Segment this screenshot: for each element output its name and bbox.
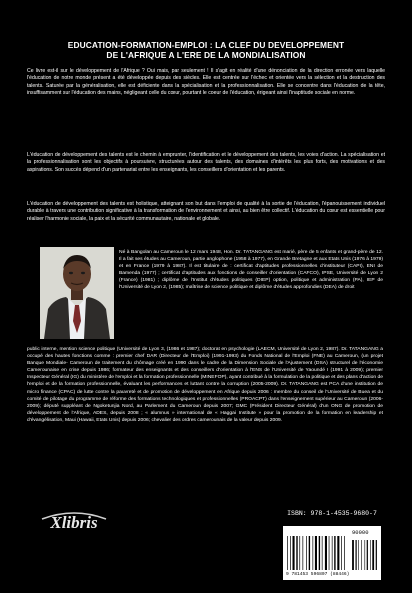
barcode-bar [322, 536, 323, 570]
barcode-bar [306, 536, 307, 570]
barcode-bar [313, 536, 314, 570]
author-portrait [40, 247, 114, 339]
barcode-bar [361, 540, 362, 570]
barcode-bar [372, 540, 374, 570]
summary-paragraph-3: L'éducation de développement des talents est holistique, atteignant son but dans l'emploi de qualité à la sortie de l'éducation, l'épanouissement individuel durable à travers une contribution significative à la transformation de l'environnement et ainsi, au bien être collectif. L'éducation du cœur est essentielle pour réaliser l'harmonie sociale, la paix et la sécurité communautaire, nationale et globale. [27, 201, 385, 222]
isbn-label: ISBN: 978-1-4535-9680-7 [287, 510, 377, 517]
barcode-bar [332, 536, 333, 570]
author-bio-beside-photo: Né à Bangolan au Cameroun le 12 mars 1948, Hon. Dr. TATANGANG est marié, père de 5 enfants et grand-père de 12. Il a fait ses études au Cameroun, partie anglophone (1958 à 1977), en Grande Bretagne et aux Etats Unis (1976 à 1979) et en France (1979 à 1987). Il est titulaire de : certificat d'aptitudes professionnelles d'instituteur (CAPI), ENI de Bamenda (1977) ; certificat d'aptitudes aux fonctions de conseiller d'orientation (CAFCO), IPSE, Université de Lyon 2 (France) (1981) ; diplôme de l'Institut d'études politiques (DIEP) option, politique et administration (PA), IEP de l'Université de Lyon 2, (1985); maîtrise de science politique et diplôme d'études approfondies (DEA) de droit [119, 250, 383, 291]
barcode-bar [329, 536, 330, 570]
barcode-bar [293, 536, 295, 570]
title-line-1: EDUCATION-FORMATION-EMPLOI : LA CLEF DU DEVELOPPEMENT [67, 40, 345, 50]
barcode-bar [296, 536, 297, 570]
author-photo [40, 247, 114, 339]
barcode-bar [287, 536, 288, 570]
publisher-logo [38, 509, 110, 539]
author-bio-continued: public interne, mention science politique (Université de Lyon 3, (1986 et 1987); doctorat en psychologie (LAECM, Université de Lyon 2, 1987). Dr. TATANGANG a occupé des hautes fonctions comme : premier chef DAR (Directeur de l'Emploi) (1991-1993) du Fonds National de l'Emploi (FNE) au Cameroun, (un projet Banque Mondiale- Cameroun de traitement du chômage créé en 1990 dans le cadre de la Dimension Sociale de l'Ajustement (DSA) structurel de l'économie Camerounaise en crise depuis 1986; formateur des enseignants et des conseillers d'orientation à l'ENS de l'Université de Yaoundé I (1991 à 2009); premier Inspecteur Général (IG) du ministère de l'emploi et la formation professionnelle (MINEFOP), ayant contribué à la formulation de la politique et des plans d'action de l'emploi et de la formation professionnelle, évaluant les performances et luttant contre la corruption (2005-2009). Dr. TATANGANG est PCA d'une institution de micro finance (CPAC) de lutte contre la pauvreté et de promotion de développement en Afrique depuis 2006 : membre du conseil de l'Université de Buea et du comité de pilotage du programme de réforme des formations technologiques et professionnelles (PROACPT) dans l'enseignement supérieur au Cameroun (2006-2009); député suppléant de Ngoketunjia Nord, au Parlement du Cameroun depuis 2007; GMC (Président Directeur Général) d'un ONG de promotion de développement de l'Afrique, ADES, depuis 2008 ; « alumnus » international de « Haggai Institute » pour la promotion de la formation en leadership et d'évangélisation, Maui (Hawaii, Etats Unis) depuis 2006; chevalier des ordres camerounais de la valeur depuis 2009. [27, 347, 383, 423]
title-line-2: DE L'AFRIQUE A L'ERE DE LA MONDIALISATION [106, 50, 306, 60]
barcode-bar [356, 540, 357, 570]
barcode-bar [309, 536, 310, 570]
barcode-bar [319, 536, 320, 570]
price-code: 90000 [352, 529, 369, 536]
barcode-bar [344, 536, 345, 570]
publisher-name: Xlibris [50, 513, 98, 532]
barcode-bar [367, 540, 368, 570]
barcode-bar [358, 540, 359, 570]
barcode-bar [334, 536, 335, 570]
barcode-bar [337, 536, 339, 570]
summary-paragraph-1: Ce livre est-il sur le développement de l'Afrique ? Oui mais, par seulement ! Il s'agit en réalité d'une dénonciation de la direction erronée vers laquelle l'éducation de notre monde présent a été développée depuis des siècles. Elle est centrée sur l'échec et orientée vers la sélection et la destruction des talents. Saturée par la généralisation, elle est déficiente dans la spécialisation et la professionnalisation. Elle se concentre dans l'éducation de la tête, insuffisamment sur l'éducation des mains, négligeant celle du cœur, pourtant le coeur de l'éducation, érigeant ainsi l'inaptitude sociale en norme. [27, 68, 385, 96]
barcode-bar [370, 540, 371, 570]
barcode-bar [365, 540, 366, 570]
barcode-bar [376, 540, 377, 570]
summary-paragraph-2: L'éducation de développement des talents est le chemin à emprunter, l'identification et le développement des talents, les voies d'action. La spécialisation et la professionnalisation sont les objectifs à poursuivre, structurées autour des talents, des domaines d'intérêts les plus forts, des motivations et des aspirations. Son succès dépend d'un partenariat entre les enseignants, les conseillers d'orientation et les parents. [27, 152, 385, 173]
barcode-digits: 9 781453 596807 (88446) [286, 572, 350, 577]
barcode-bar [341, 536, 342, 570]
barcode-bar [303, 536, 304, 570]
barcode-bar [290, 536, 291, 570]
barcode-bar [315, 536, 317, 570]
barcode-bar [325, 536, 327, 570]
book-title [28, 40, 384, 60]
barcode-bar [352, 540, 354, 570]
barcode-bar [299, 536, 300, 570]
